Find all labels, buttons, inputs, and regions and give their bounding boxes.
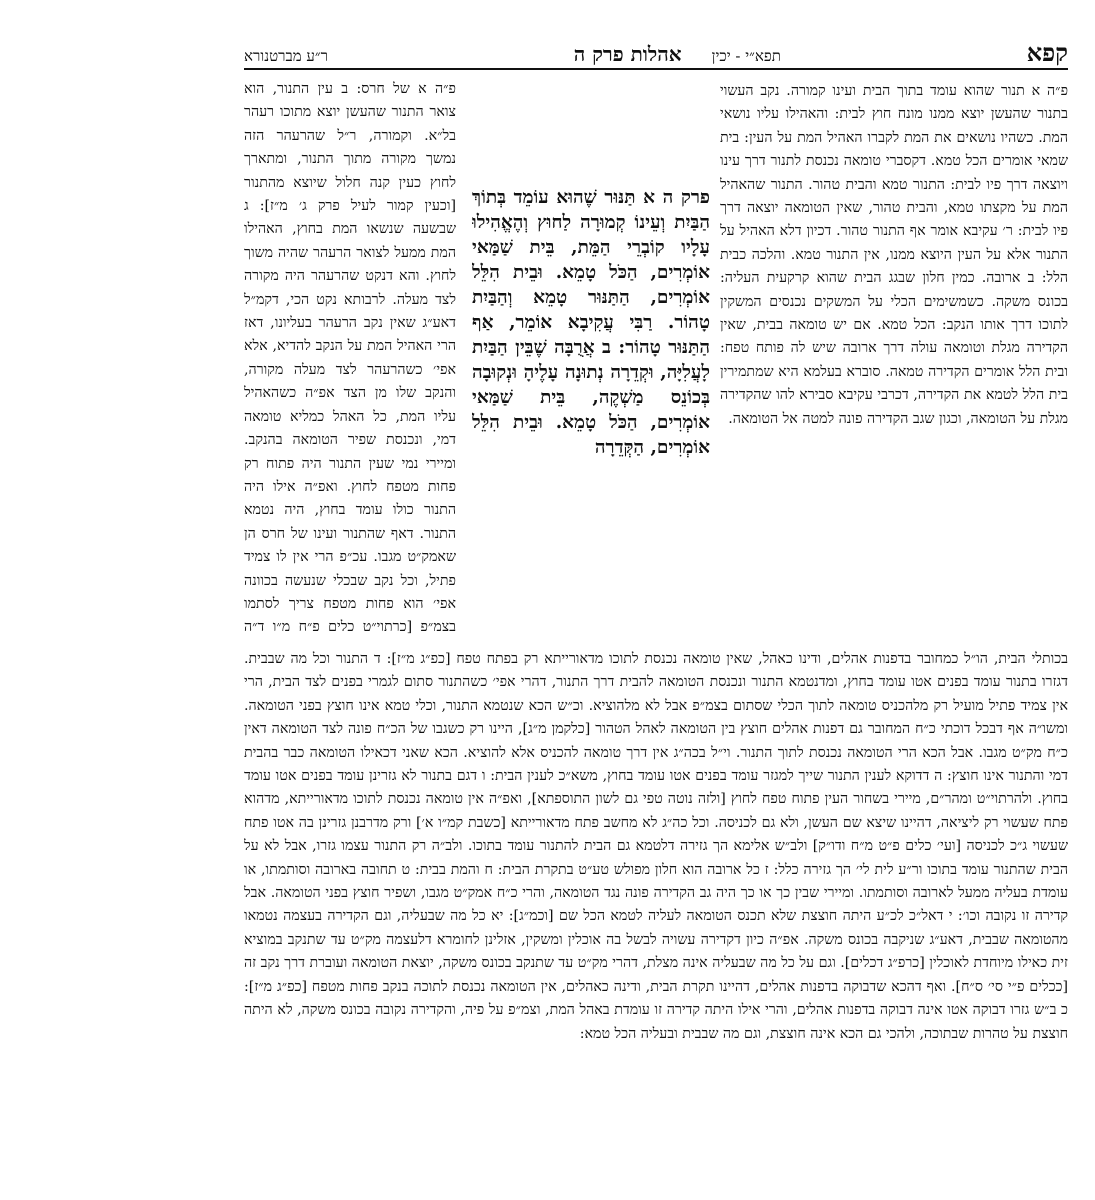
header-range: תפא״י - יכין xyxy=(711,47,781,65)
header-author: ר״ע מברטנורא xyxy=(244,47,328,65)
folio-number: קפא xyxy=(1026,38,1068,67)
mishna-text: פרק ה א תַּנּוּר שֶׁהוּא עוֹמֵד בְּתוֹךְ הַבַּיִת וְעֵינוֹ קְמוּרָה לַחוּץ וְהֶאֱהִילוּ עָלָיו קוֹבְרֵי הַמֵּת, בֵּית שַׁמַּאי אוֹמְרִים, הַכֹּל טָמֵא. וּבֵית הִלֵּל אוֹמְרִים, הַתַּנּוּר טָמֵא וְהַבַּיִת טָהוֹר. רַבִּי עֲקִיבָא אוֹמֵר, אַף הַתַּנּוּר טָהוֹר: ב אֲרֻבָּה שֶׁבֵּין הַבַּיִת לָעֲלִיָּה, וּקְדֵרָה נְתוּנָה עָלֶיהָ וּנְקוּבָה בְּכוֹנֵס מַשְׁקֶה, בֵּית שַׁמַּאי אוֹמְרִים, הַכֹּל טָמֵא. וּבֵית הִלֵּל אוֹמְרִים, הַקְּדֵרָה xyxy=(472,187,710,458)
header-rule xyxy=(244,68,1068,70)
bartenura-commentary: פ״ה א תנור שהוא עומד בתוך הבית ועינו קמורה. נקב העשוי בתנור שהעשן יוצא ממנו מונח חוץ לבית: והאהילו עליו נושאי המת. כשהיו נושאים את המת לקברו האהיל המת על העין: בית שמאי אומרים הכל טמא. דקסברי טומאה נכנסת לתנור דרך עינו ויוצאה דרך פיו לבית: התנור טמא והבית טהור. התנור שהאהיל המת על מקצתו טמא, והבית טהור, שאין הטומאה יוצאה דרך פיו לבית: ר׳ עקיבא אומר אף התנור טהור. דכיון דלא האהיל על התנור אלא על העין היוצא ממנו, אין התנור טמא. והלכה כבית הלל: ב ארובה. כמין חלון שבגג הבית שהוא קרקעית העליה: בכונס משקה. כשמשימים הכלי על המשקים נכנסים המשקין לתוכו דרך אותו הנקב: הכל טמא. אם יש טומאה בבית, שאין הקדירה מגלת וטומאה עולה דרך ארובה שיש לה פותח טפח: ובית הלל אומרים הקדירה טמאה. סוברא בעלמא היא שמתמירין בית הלל לטמא את הקדירה, דכרבי עקיבא סבירא להו שהקדירה מגלת על הטומאה, וכגון שגב הקדירה פונה למטה אל הטומאה. xyxy=(720,83,1068,427)
page-header xyxy=(244,38,1068,67)
tiferet-yisrael-bottom: בכותלי הבית, הו״ל כמחובר בדפנות אהלים, ודינו כאהל, שאין טומאה נכנסת לתוכו מדאורייתא רק בפתח טפח [כפ״ג מ״ז]: ד התנור וכל מה שבבית. דגזרו בתנור עומד בפנים אטו עומד בחוץ, ומדנטמא התנור ונכנסת הטומאה להבית דרך התנור, דהרי אפי׳ כשהתנור סתום לגמרי בפנים לצד הבית, הרי אין צמיד פתיל מועיל רק מלהכניס טומאה לתוך הכלי שסתום בצמ״פ אבל לא מלהוציא. וכ״ש הכא שנטמא התנור, וכלי טמא אינו חוצץ בפני הטומאה. ומשו״ה אף דבכל דוכתי כ״ח המחובר גם דפנות אהלים חוצץ בין הטומאה לאהל הטהור [כלקמן מ״ג], היינו רק כשגבו של הכ״ח פונה לצד הטומאה דאין כ״ח מק״ט מגבו. אבל הכא הרי הטומאה נכנסת לתוך התנור. וי״ל בכה״ג אין דרך טומאה להכניס אלא להוציא. הכא שאני דכאילו הטומאה כבר בהבית דמי והתנור אינו חוצץ: ה דדוקא לענין התנור שייך למגזר עומד בפנים אטו עומד בחוץ, משא״כ לענין הבית: ו דגם בתנור לא גזרינן עומד בפנים אטו עומד בחוץ. ולהרתוי״ט ומהר״ם, מיירי בשחור העין פתוח טפח לחוץ [ולזה נוטה טפי גם לשון התוספתא], ואפ״ה אין טומאה נכנסת לתוכו מדאורייתא, מדהוא פתח שעשוי רק ליציאה, דהיינו שיצא שם העשן, ולא גם לכניסה. וכל כה״ג לא מחשב פתח מדאורייתא [כשבת קמ״ו א׳] ורק מדרבנן גזרינן בה אטו פתח שעשוי ג״כ לכניסה [ועי׳ כלים פ״ט מ״ח ודו״ק] ולב״ש אלימא הך גזירה דלטמא גם הבית להתנור עומד בתוכו. ולב״ה רק התנור עצמו גזרו, אבל לא על הבית שהתנור עומד בתוכו ור״ע לית לי׳ הך גזירה כלל: ז כל ארובה הוא חלון מפולש טע״ט בתקרת הבית: ח והמת בבית: ט תחובה בארובה וסותמתו, או עומדת בעליה ממעל לארובה וסותמתו. ומיירי שבין כך או כך היה גב הקדירה פונה נגד הטומאה, והרי כ״ח אמק״ט מגבו, ושפיר חוצץ בפני הטומאה. אבל קדירה זו נקובה וכו׳: י דאל״כ לכ״ע היתה חוצצת שלא תכנס הטומאה לעליה לטמא הכל שם [וכמ״ג]: יא כל מה שבעליה, וגם הקדירה בעצמה נטמאו מהטומאה שבבית, דאע״ג שניקבה בכונס משקה. אפ״ה כיון דקדירה עשויה לבשל בה אוכלין ומשקין, אזלינן לחומרא דלעצמה מק״ט עד שתנקב במוציא זית כאילו מיוחדת לאוכלין [כרפ״ג דכלים]. וגם על כל מה שבעליה אינה מצלת, דהרי מק״ט עד שתנקב בכונס משקה, יוצאת הטומאה ועוברת דרך נקב זה [ככלים פ״י סי׳ ס״ח]. ואף דהכא שדבוקה בדפנות אהלים, דהיינו תקרת הבית, ודינה כאהלים, אין הטומאה נכנסת לתוכה בנקב פחות מטפח [כפ״ג מ״ז]: כ ב״ש גזרו דבוקה אטו אינה דבוקה בדפנות אהלים, והרי אילו היתה קדירה זו עומדת באהל המת, וצמ״פ על פיה, והקדירה נקובה בכונס משקה, לא היתה חוצצת על טהרות שבתוכה, ולהכי גם הכא אינה חוצצת, וגם מה שבבית ובעליה הכל טמא: xyxy=(244,651,1068,1042)
header-center xyxy=(574,42,781,67)
header-title: אהלות פרק ה xyxy=(573,42,682,66)
tiferet-yisrael-commentary: פ״ה א של חרס: ב עין התנור, הוא צואר התנור שהעשן יוצא מתוכו רעהר בל״א. וקמורה, ר״ל שהרעהר הזה נמשך מקורה מתוך התנור, ומתארך לחוץ כעין קנה חלול שיוצא מהתנור [וכעין קמור לעיל פרק ג׳ מ״ז]: ג שבשעה שנשאו המת בחוץ, האהילו המת ממעל לצואר הרעהר שהיה משוך לחוץ. והא דנקט שהרעהר היה מקורה לצד מעלה. לרבותא נקט הכי, דקמ״ל דאע״ג שאין נקב הרעהר בעליונו, דאז הרי האהיל המת על הנקב להדיא, אלא אפי׳ כשהרעהר לצד מעלה מקורה, והנקב שלו מן הצד אפ״ה כשהאהיל עליו המת, כל האהל כמליא טומאה דמי, ונכנסת שפיר הטומאה בהנקב. ומיירי נמי שעין התנור היה פתוח רק פחות מטפח לחוץ. ואפ״ה אילו היה התנור כולו עומד בחוץ, היה נטמא התנור. דאף שהתנור ועינו של חרס הן שאמק״ט מגבו. עכ״פ הרי אין לו צמיד פתיל, וכל נקב שבכלי שנעשה בכוונה אפי׳ הוא פחות מטפח צריך לסתמו בצמ״פ [כרתוי״ט כלים פ״ח מ״ו ד״ה xyxy=(244,81,456,636)
